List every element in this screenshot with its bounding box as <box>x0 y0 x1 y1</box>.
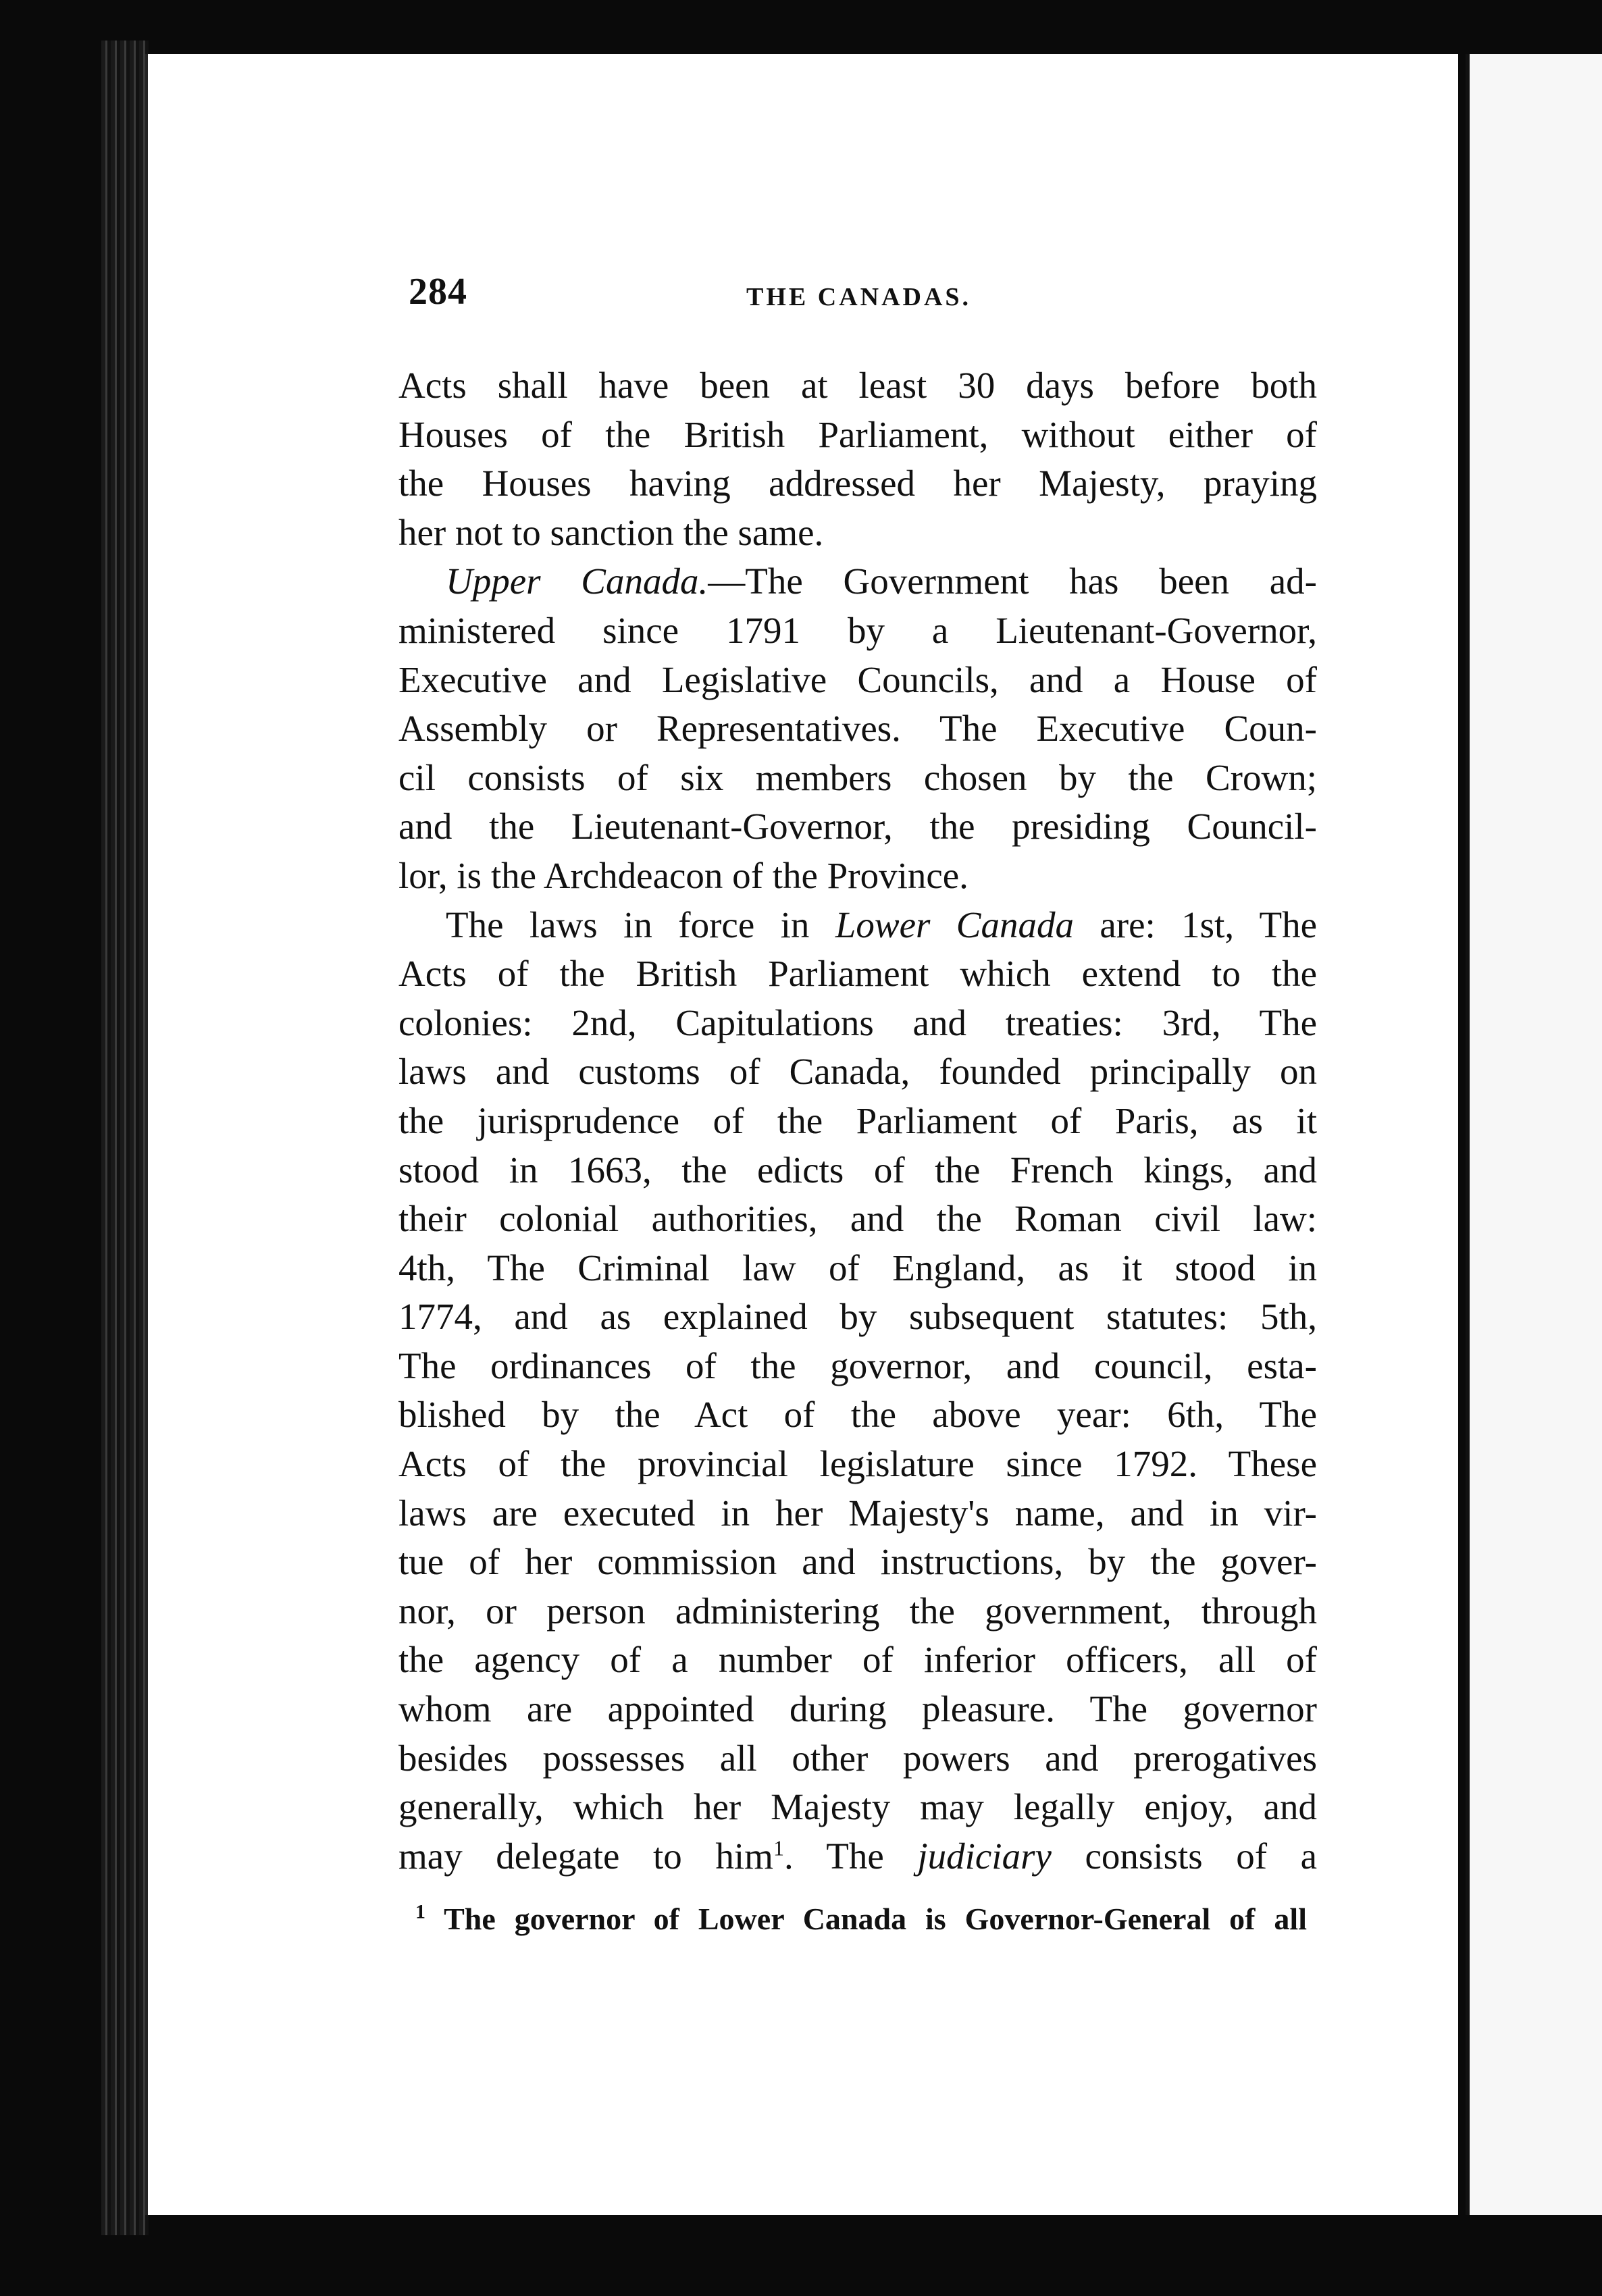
footnote-marker: 1 <box>415 1900 425 1923</box>
text-line: blished by the Act of the above year: 6th, The <box>398 1394 1317 1436</box>
footnote-text: The governor of Lower Canada is Governor-General of all <box>425 1902 1307 1936</box>
text-span: are: 1st, The <box>1073 904 1318 945</box>
text-span: may delegate to him <box>398 1835 773 1877</box>
text-line: Acts shall have been at least 30 days before both <box>398 365 1317 406</box>
running-head: THE CANADAS. <box>746 283 972 311</box>
footnote <box>415 1901 1307 1937</box>
text-line: laws and customs of Canada, founded principally on <box>398 1051 1317 1093</box>
text-line: colonies: 2nd, Capitulations and treaties: 3rd, The <box>398 1001 1317 1043</box>
text-span: consists of a <box>1051 1835 1317 1877</box>
section-heading-upper-canada: Upper Canada. <box>446 560 708 602</box>
page-header <box>409 270 1320 324</box>
text-line: their colonial authorities, and the Roman civil law: <box>398 1198 1317 1240</box>
footnote-reference: 1 <box>773 1835 784 1860</box>
text-line: Acts of the British Parliament which extend to the <box>398 953 1317 995</box>
text-line: whom are appointed during pleasure. The governor <box>398 1688 1317 1730</box>
book-spine-edge <box>101 41 149 2235</box>
text-line: tue of her commission and instructions, by the gover- <box>398 1541 1317 1583</box>
text-line: the jurisprudence of the Parliament of Paris, as it <box>398 1099 1317 1141</box>
emphasis-lower-canada: Lower Canada <box>835 904 1074 945</box>
text-line: Houses of the British Parliament, without either of <box>398 413 1317 455</box>
text-span: . The <box>783 1835 918 1877</box>
emphasis-judiciary: judiciary <box>917 1835 1052 1877</box>
text-line: lor, is the Archdeacon of the Province. <box>398 854 968 896</box>
page-body <box>398 361 1317 1881</box>
adjacent-page-edge <box>1466 54 1602 2215</box>
text-line: generally, which her Majesty may legally enjoy, and <box>398 1786 1317 1828</box>
text-line: the Houses having addressed her Majesty, praying <box>398 463 1317 504</box>
page-number: 284 <box>409 271 467 313</box>
text-line: and the Lieutenant-Governor, the presiding Council- <box>398 806 1317 847</box>
text-line <box>398 1832 1317 1881</box>
text-line: ministered since 1791 by a Lieutenant-Governor, <box>398 609 1317 651</box>
text-line: The ordinances of the governor, and council, esta- <box>398 1345 1317 1386</box>
text-line: 1774, and as explained by subsequent statutes: 5th, <box>398 1296 1317 1338</box>
text-span: —The Government has been ad- <box>708 560 1317 602</box>
text-line: Acts of the provincial legislature since 1792. These <box>398 1443 1317 1485</box>
text-line: Assembly or Representatives. The Executive Coun- <box>398 708 1317 750</box>
text-line: stood in 1663, the edicts of the French kings, and <box>398 1149 1317 1191</box>
text-line: her not to sanction the same. <box>398 511 824 553</box>
text-line: Executive and Legislative Councils, and a House of <box>398 658 1317 700</box>
text-line: the agency of a number of inferior officers, all of <box>398 1639 1317 1681</box>
text-line: 4th, The Criminal law of England, as it stood in <box>398 1247 1317 1288</box>
text-line: besides possesses all other powers and prerogatives <box>398 1737 1317 1779</box>
text-span: The laws in force in <box>446 904 835 945</box>
text-line <box>398 901 1317 950</box>
text-line: laws are executed in her Majesty's name, and in vir- <box>398 1492 1317 1534</box>
text-line: cil consists of six members chosen by the Crown; <box>398 756 1317 798</box>
text-line <box>398 557 1317 606</box>
text-line: nor, or person administering the government, through <box>398 1590 1317 1632</box>
